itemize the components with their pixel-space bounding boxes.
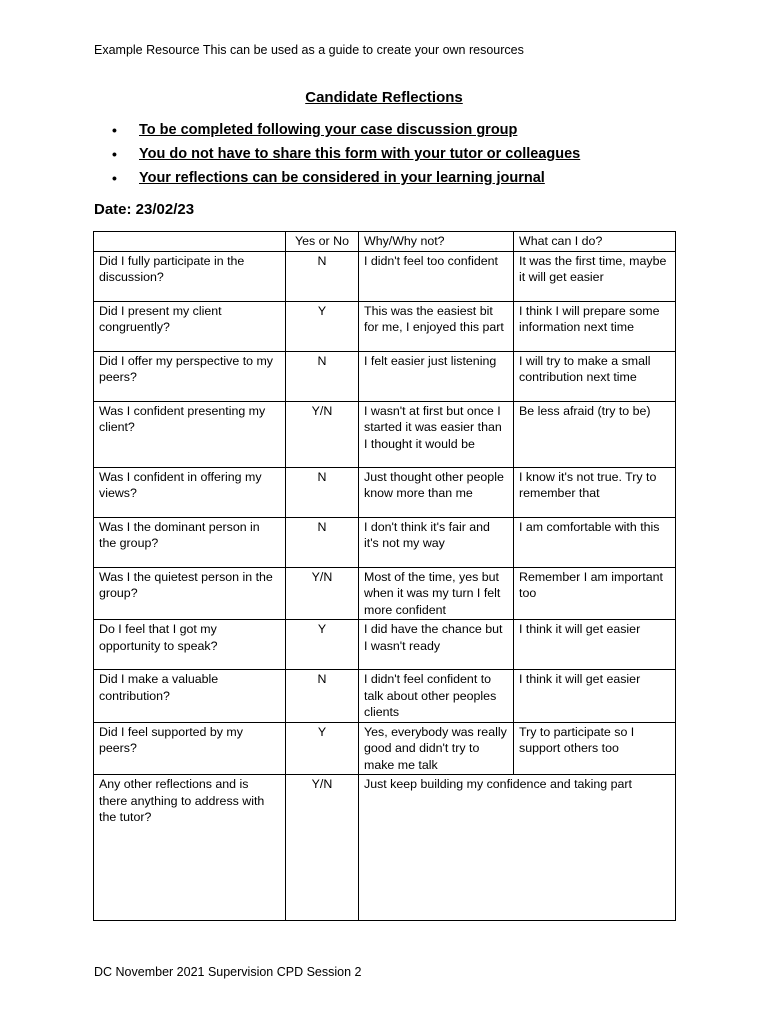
header-action: What can I do? bbox=[514, 232, 676, 252]
action-cell: I am comfortable with this bbox=[514, 517, 676, 567]
why-cell: I felt easier just listening bbox=[359, 351, 514, 401]
header-why: Why/Why not? bbox=[359, 232, 514, 252]
action-cell: Try to participate so I support others too bbox=[514, 722, 676, 775]
instruction-item: • You do not have to share this form with your tutor or colleagues bbox=[112, 144, 580, 168]
question-cell: Was I the dominant person in the group? bbox=[94, 517, 286, 567]
why-cell: This was the easiest bit for me, I enjoyed this part bbox=[359, 301, 514, 351]
table-row bbox=[94, 517, 676, 567]
instruction-item: • Your reflections can be considered in your learning journal bbox=[112, 168, 580, 192]
table-row bbox=[94, 722, 676, 775]
final-reflection-row bbox=[94, 775, 676, 921]
table-header-row bbox=[94, 232, 676, 252]
table-row bbox=[94, 670, 676, 723]
question-cell: Did I feel supported by my peers? bbox=[94, 722, 286, 775]
why-cell: Most of the time, yes but when it was my turn I felt more confident bbox=[359, 567, 514, 620]
table-row bbox=[94, 251, 676, 301]
answer-cell: N bbox=[286, 517, 359, 567]
header-yes-or-no: Yes or No bbox=[286, 232, 359, 252]
header-note: Example Resource This can be used as a guide to create your own resources bbox=[94, 43, 524, 57]
table-row bbox=[94, 401, 676, 467]
action-cell: I will try to make a small contribution next time bbox=[514, 351, 676, 401]
question-cell: Was I confident presenting my client? bbox=[94, 401, 286, 467]
table-row bbox=[94, 567, 676, 620]
why-cell: I wasn't at first but once I started it was easier than I thought it would be bbox=[359, 401, 514, 467]
question-cell: Was I confident in offering my views? bbox=[94, 467, 286, 517]
question-cell: Did I make a valuable contribution? bbox=[94, 670, 286, 723]
question-cell: Was I the quietest person in the group? bbox=[94, 567, 286, 620]
question-cell: Any other reflections and is there anything to address with the tutor? bbox=[94, 775, 286, 921]
answer-cell: Y/N bbox=[286, 775, 359, 921]
answer-cell: N bbox=[286, 670, 359, 723]
footer-note: DC November 2021 Supervision CPD Session 2 bbox=[94, 965, 362, 979]
why-cell: Yes, everybody was really good and didn't try to make me talk bbox=[359, 722, 514, 775]
question-cell: Did I present my client congruently? bbox=[94, 301, 286, 351]
instruction-item: • To be completed following your case discussion group bbox=[112, 120, 580, 144]
reflection-table bbox=[93, 231, 676, 921]
table-row bbox=[94, 620, 676, 670]
document-title: Candidate Reflections bbox=[305, 89, 463, 106]
table-row bbox=[94, 301, 676, 351]
action-cell: I know it's not true. Try to remember that bbox=[514, 467, 676, 517]
why-cell: I did have the chance but I wasn't ready bbox=[359, 620, 514, 670]
question-cell: Do I feel that I got my opportunity to speak? bbox=[94, 620, 286, 670]
action-cell: I think it will get easier bbox=[514, 670, 676, 723]
comment-cell: Just keep building my confidence and taking part bbox=[359, 775, 676, 921]
answer-cell: Y/N bbox=[286, 401, 359, 467]
answer-cell: Y/N bbox=[286, 567, 359, 620]
answer-cell: Y bbox=[286, 722, 359, 775]
question-cell: Did I fully participate in the discussion? bbox=[94, 251, 286, 301]
header-question bbox=[94, 232, 286, 252]
why-cell: Just thought other people know more than me bbox=[359, 467, 514, 517]
action-cell: Remember I am important too bbox=[514, 567, 676, 620]
answer-cell: N bbox=[286, 467, 359, 517]
action-cell: I think I will prepare some information next time bbox=[514, 301, 676, 351]
action-cell: I think it will get easier bbox=[514, 620, 676, 670]
action-cell: It was the first time, maybe it will get easier bbox=[514, 251, 676, 301]
table-row bbox=[94, 467, 676, 517]
answer-cell: Y bbox=[286, 301, 359, 351]
answer-cell: Y bbox=[286, 620, 359, 670]
answer-cell: N bbox=[286, 351, 359, 401]
table-row bbox=[94, 351, 676, 401]
instruction-list bbox=[112, 120, 580, 192]
date-line: Date: 23/02/23 bbox=[94, 201, 195, 218]
action-cell: Be less afraid (try to be) bbox=[514, 401, 676, 467]
why-cell: I didn't feel confident to talk about other peoples clients bbox=[359, 670, 514, 723]
why-cell: I don't think it's fair and it's not my way bbox=[359, 517, 514, 567]
question-cell: Did I offer my perspective to my peers? bbox=[94, 351, 286, 401]
answer-cell: N bbox=[286, 251, 359, 301]
why-cell: I didn't feel too confident bbox=[359, 251, 514, 301]
